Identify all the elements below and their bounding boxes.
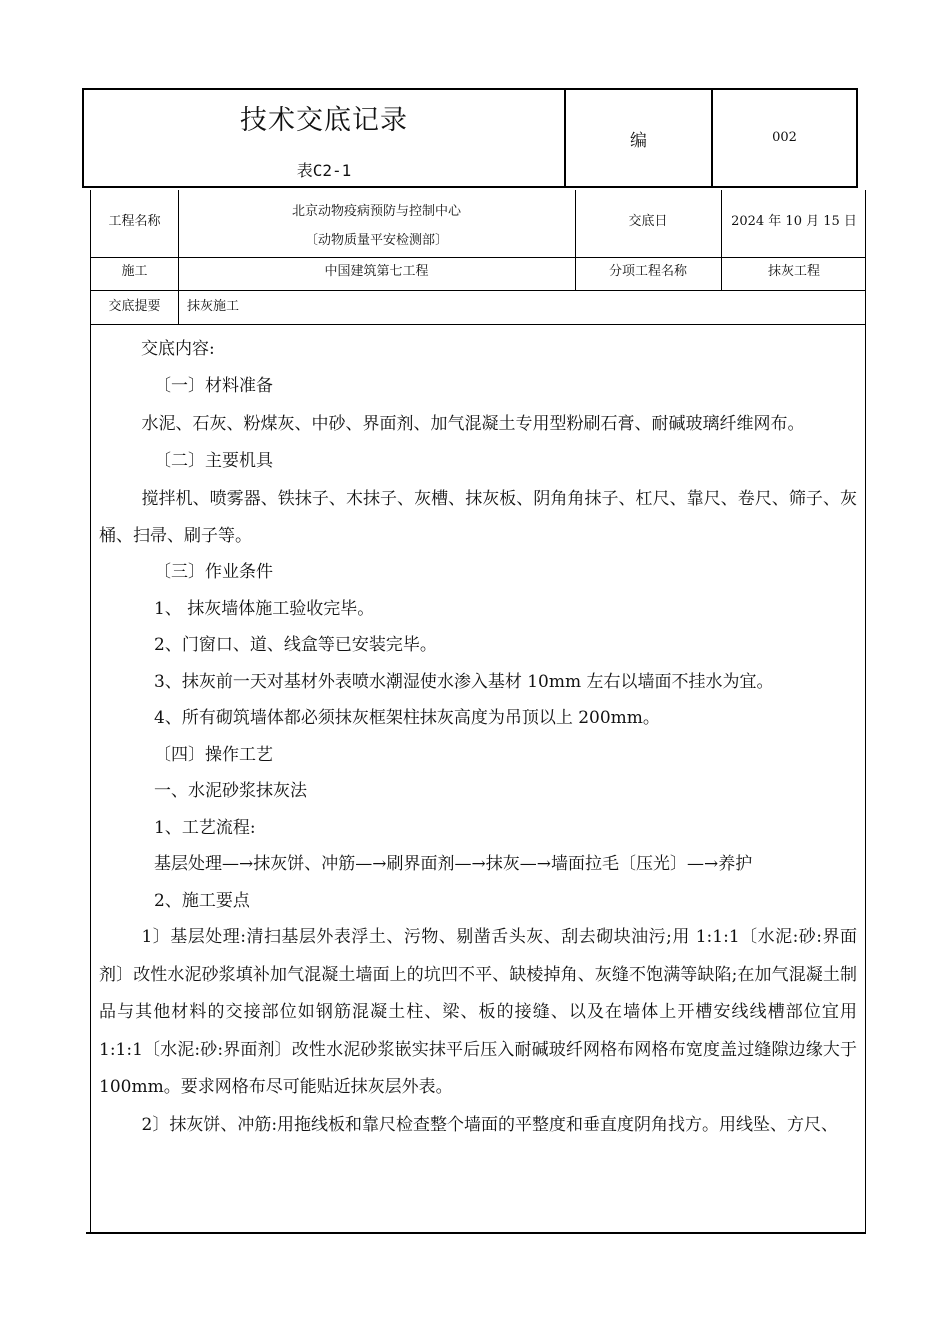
info-table xyxy=(90,190,866,325)
project-name-label: 工程名称 xyxy=(108,214,161,229)
header-table xyxy=(82,88,858,188)
construction-label: 施工 xyxy=(121,264,148,279)
paragraph: 水泥、石灰、粉煤灰、中砂、界面剂、加气混凝土专用型粉刷石膏、耐碱玻璃纤维网布。 xyxy=(141,414,805,434)
list-item: 1、 抹灰墙体施工验收完毕。 xyxy=(154,598,375,619)
summary-label: 交底提要 xyxy=(108,299,161,314)
number-value: 002 xyxy=(772,130,797,145)
document-title: 技术交底记录 xyxy=(240,105,408,136)
column-divider xyxy=(178,290,179,324)
project-name-line2: 〔动物质量平安检测部〕 xyxy=(304,233,448,248)
paragraph: 1〕基层处理:清扫基层外表浮土、污物、剔凿舌头灰、刮去砌块油污;用 1:1:1〔水泥:砂:界面剂〕改性水泥砂浆填补加气混凝土墙面上的坑凹不平、缺棱掉角、灰缝不饱满等缺陷;在加气混凝土制品与其他材料的交接部位如钢筋混凝土柱、梁、板的接缝、以及在墙体上开槽安线线槽部位宜用 1:1:1〔水泥:砂:界面剂〕改性水泥砂浆嵌实抹平后压入耐碱玻纤网格布网格布宽度盖过缝隙边缘大于 100mm。要求网格布尽可能贴近抹灰层外表。 xyxy=(99,927,857,1097)
row-divider xyxy=(91,290,865,291)
title-cell xyxy=(84,90,566,186)
summary-value: 抹灰施工 xyxy=(187,299,240,314)
project-name-line1: 北京动物疫病预防与控制中心 xyxy=(291,204,461,219)
form-code: 表C2-1 xyxy=(296,161,352,180)
section-title: 〔一〕材料准备 xyxy=(154,375,273,396)
subsection-title: 1、工艺流程: xyxy=(154,817,256,838)
list-item: 3、抹灰前一天对基材外表喷水潮湿使水渗入基材 10mm 左右以墙面不挂水为宜。 xyxy=(154,671,774,692)
content-body xyxy=(99,331,857,1144)
construction-value: 中国建筑第七工程 xyxy=(324,264,429,279)
date-label: 交底日 xyxy=(628,214,668,229)
section-title: 〔二〕主要机具 xyxy=(154,450,273,471)
paragraph: 2〕抹灰饼、冲筋:用拖线板和靠尺检查整个墙面的平整度和垂直度阴角找方。用线坠、方尺、 xyxy=(141,1114,839,1135)
row-divider xyxy=(91,257,865,258)
list-item: 2、门窗口、道、线盒等已安装完毕。 xyxy=(154,635,437,655)
date-value: 2024 年 10 月 15 日 xyxy=(731,214,857,229)
section-title: 〔四〕操作工艺 xyxy=(154,744,273,765)
content-heading: 交底内容: xyxy=(141,339,215,359)
list-item: 4、所有砌筑墙体都必须抹灰框架柱抹灰高度为吊顶以上 200mm。 xyxy=(154,708,660,728)
number-label: 编 xyxy=(630,131,647,151)
subsection-title: 2、施工要点 xyxy=(154,890,250,911)
subproject-value: 抹灰工程 xyxy=(767,264,820,279)
subsection-title: 一、水泥砂浆抹灰法 xyxy=(154,781,307,801)
process-flow: 基层处理—→抹灰饼、冲筋—→刷界面剂—→抹灰—→墙面拉毛〔压光〕—→养护 xyxy=(154,854,753,874)
bottom-border xyxy=(86,1232,866,1234)
section-title: 〔三〕作业条件 xyxy=(154,562,273,582)
number-value-cell xyxy=(713,90,856,186)
content-section xyxy=(90,325,866,1233)
subproject-label: 分项工程名称 xyxy=(608,264,687,279)
paragraph: 搅拌机、喷雾器、铁抹子、木抹子、灰槽、抹灰板、阴角角抹子、杠尺、靠尺、卷尺、筛子、灰桶、扫帚、刷子等。 xyxy=(99,489,857,546)
number-label-cell xyxy=(566,90,713,186)
